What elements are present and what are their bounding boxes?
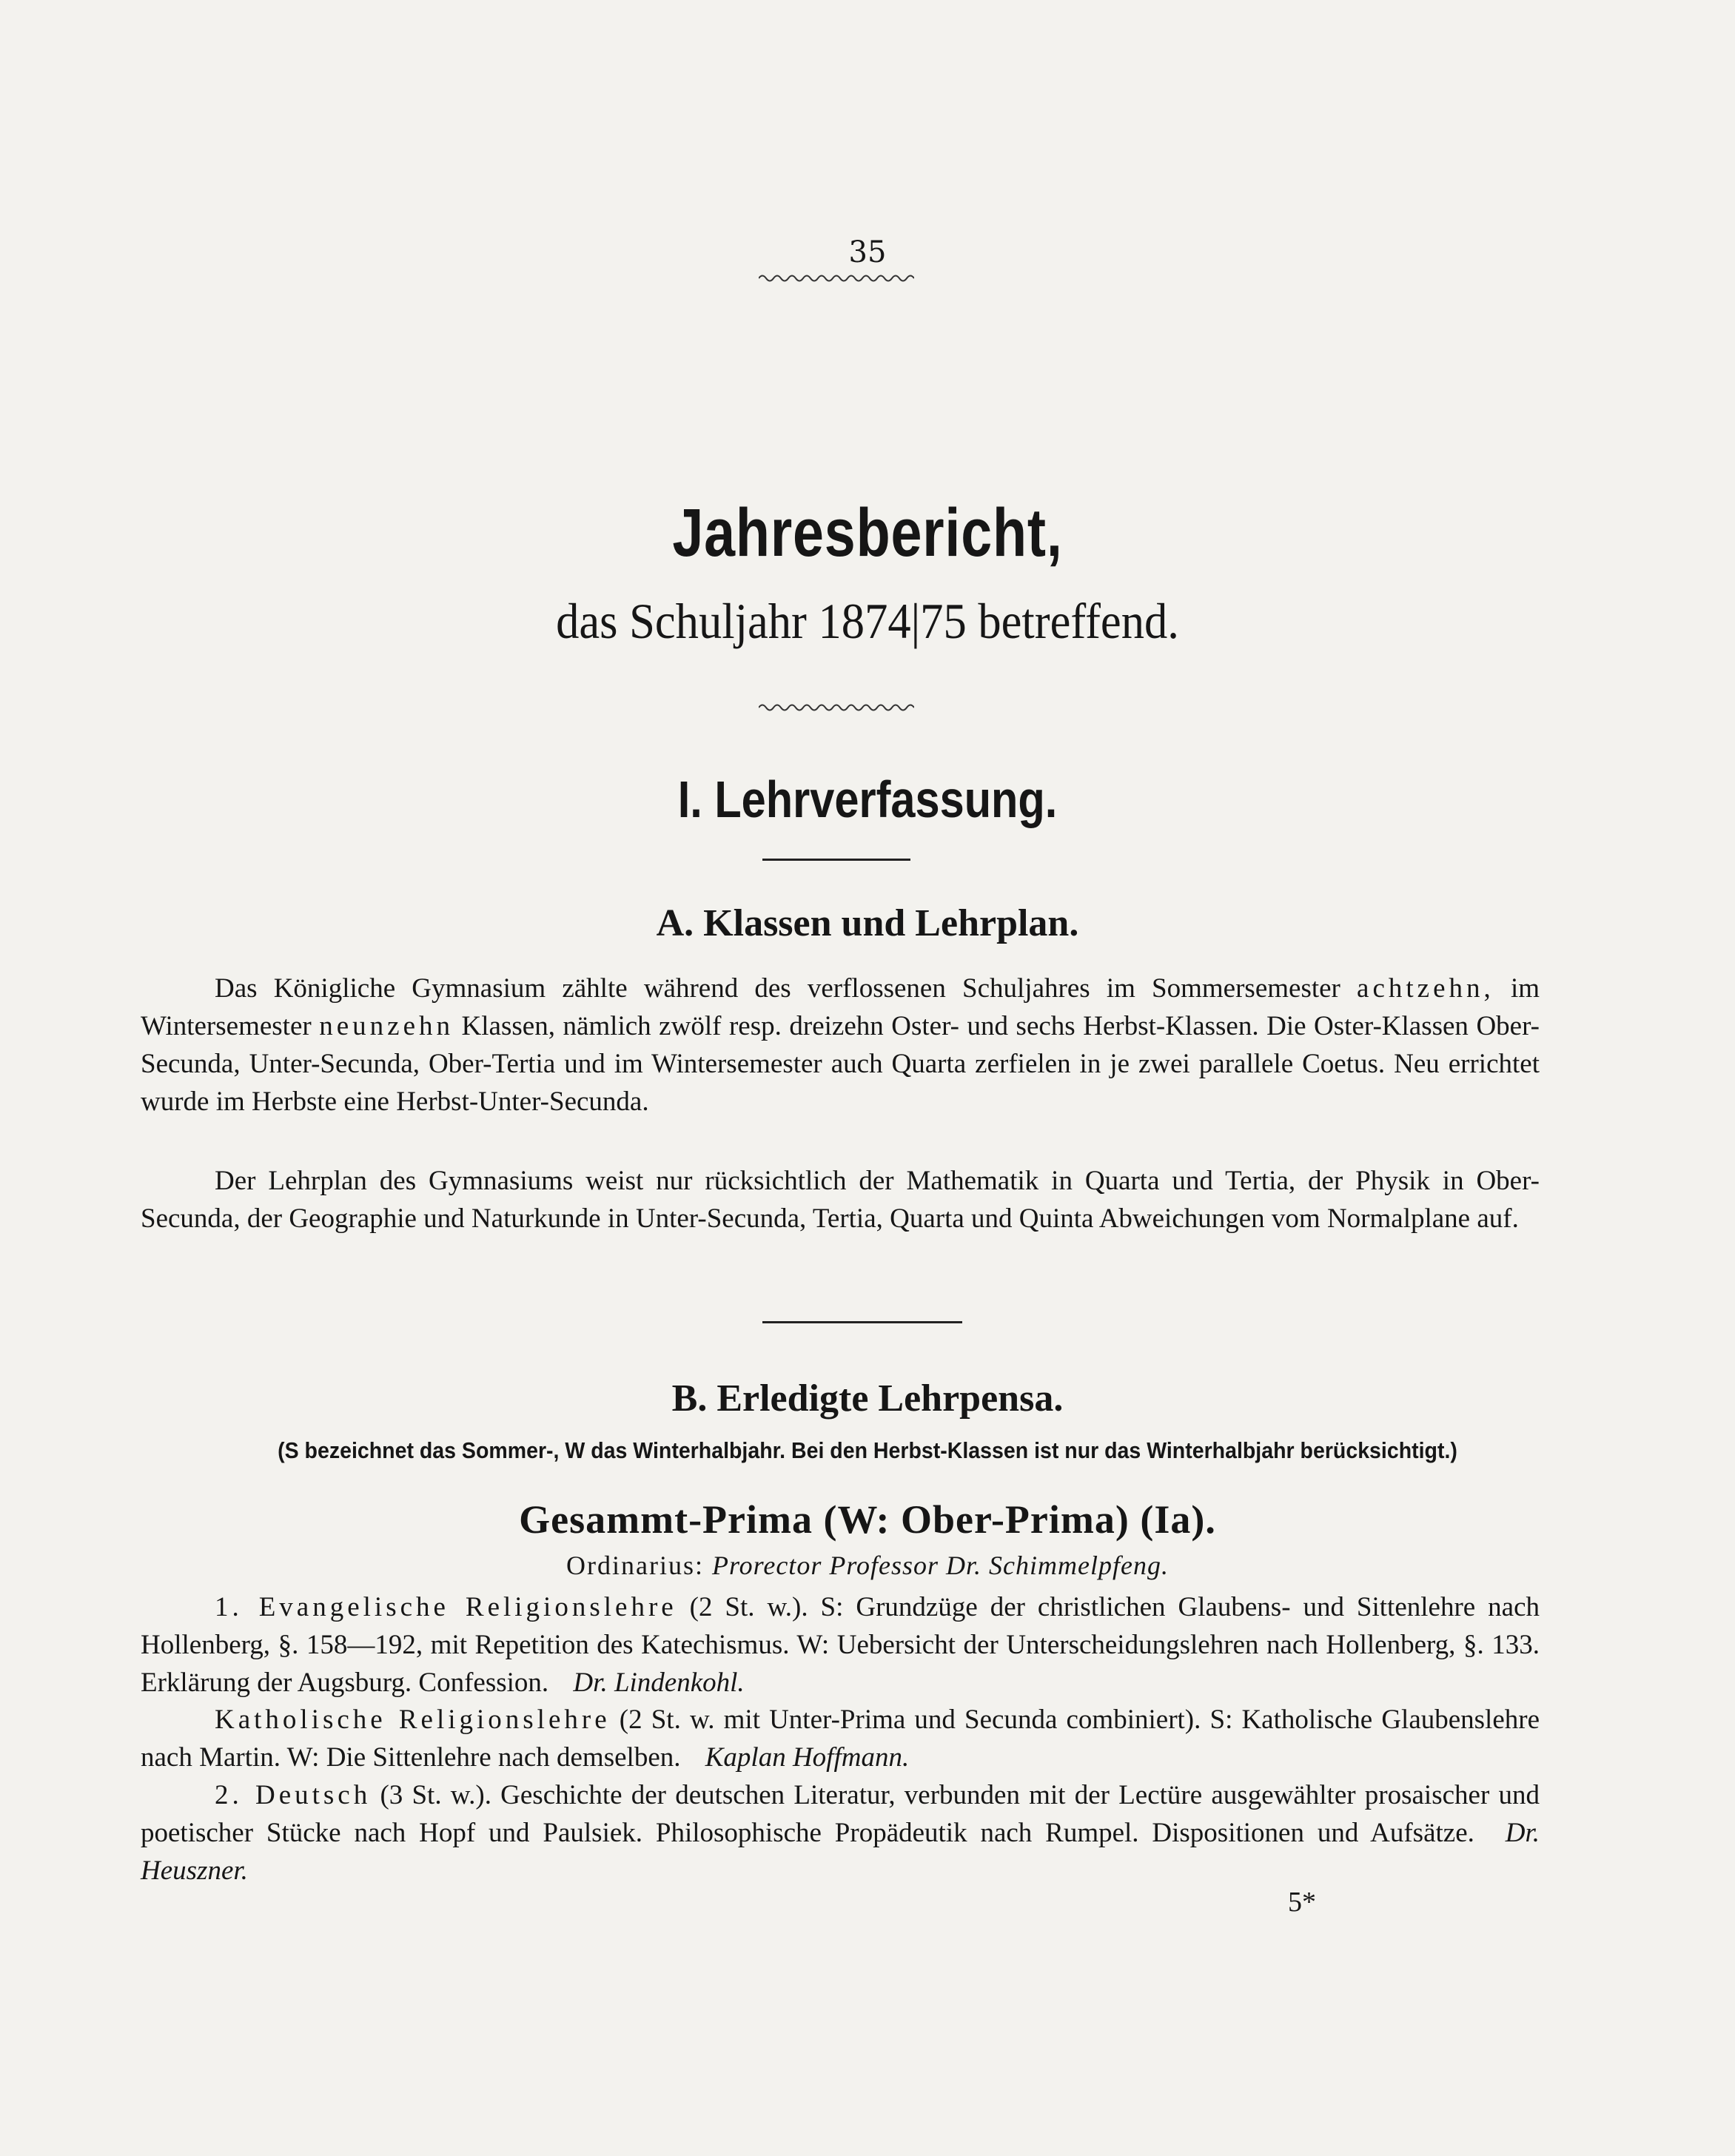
divider [762,1321,962,1323]
report-subtitle: das Schuljahr 1874|75 betreffend. [556,593,1179,649]
paragraph-text: (2 St. w. mit Unter-Prima und Secunda combiniert). S: Katholische Glaubenslehre nach Martin. W: Die Sittenlehre nach demselben. [141,1705,1540,1773]
wavy-rule-middle [759,702,914,713]
subject-label: Katholische Religionslehre [215,1705,611,1735]
paragraph-text: Das Königliche Gymnasium zählte während des verflossenen Schuljahres im Sommersemester [215,973,1340,1004]
report-title: Jahresbericht, [672,495,1063,571]
subsection-heading-b: B. Erledigte Lehrpensa. [671,1377,1064,1420]
paragraph-lehrplan: Der Lehrplan des Gymnasiums weist nur rücksichtlich der Mathematik in Quarta und Tertia, der Physik in Ober-Secunda, der Geographie und Naturkunde in Unter-Secunda, Tertia, Quarta und Quinta Abweichungen vom Normalplane auf. [141,1166,1540,1234]
season-note: (S bezeichnet das Sommer-, W das Winterhalbjahr. Bei den Herbst-Klassen ist nur das Winterhalbjahr berücksichtigt.) [278,1437,1457,1463]
ordinarius-name: Prorector Professor Dr. Schimmelpfeng. [712,1551,1169,1580]
sheet-signature-mark: 5* [1288,1887,1316,1918]
ordinarius-label: Ordinarius: [566,1551,705,1580]
subject-label: 2. Deutsch [215,1780,372,1810]
paragraph-katholische-religion [141,1701,1540,1776]
subject-label: 1. Evangelische Religionslehre [215,1592,677,1622]
teacher-signature: Dr. Heuszner. [141,1818,1540,1886]
ordinarius-line [0,1550,1735,1581]
subsection-heading-a: A. Klassen und Lehrplan. [656,902,1079,944]
section-heading-lehrverfassung: I. Lehrverfassung. [677,770,1058,828]
paragraph-text-spaced: achtzehn, [1357,973,1494,1004]
paragraph-text: Klassen, nämlich zwölf resp. dreizehn Oster- und sechs Herbst-Klassen. Die Oster-Klassen Ober-Secunda, Unter-Secunda, Ober-Tertia und im Wintersemester auch Quarta zerfielen in je zwei parallele Coetus. Neu errichtet wurde im Herbste eine Herbst-Unter-Secunda. [141,1011,1540,1117]
paragraph-text: im Wintersemester [141,973,1540,1041]
teacher-signature: Dr. Lindenkohl. [573,1668,745,1698]
paragraph-text: (3 St. w.). Geschichte der deutschen Literatur, verbunden mit der Lectüre ausgewählter prosaischer und poetischer Stücke nach Hopf und Paulsiek. Philosophische Propädeutik nach Rumpel. Dispositionen und Aufsätze. [141,1780,1540,1848]
page-number: 35 [848,235,887,269]
wavy-rule-top [759,272,914,284]
paragraph-text: (2 St. w.). S: Grundzüge der christlichen Glaubens- und Sittenlehre nach Hollenberg, §. 158—192, mit Repetition des Katechismus. W: Uebersicht der Unterscheidungslehren nach Hollenberg, §. 133. Erklärung der Augsburg. Confession. [141,1592,1540,1698]
paragraph-evangelische-religion [141,1588,1540,1702]
class-heading: Gesammt-Prima (W: Ober-Prima) (Ia). [519,1497,1216,1542]
divider [762,859,910,861]
paragraph-text-spaced: neunzehn [319,1011,454,1041]
teacher-signature: Kaplan Hoffmann. [705,1742,910,1773]
paragraph-deutsch [141,1776,1540,1890]
paragraph-klassen [141,970,1540,1121]
